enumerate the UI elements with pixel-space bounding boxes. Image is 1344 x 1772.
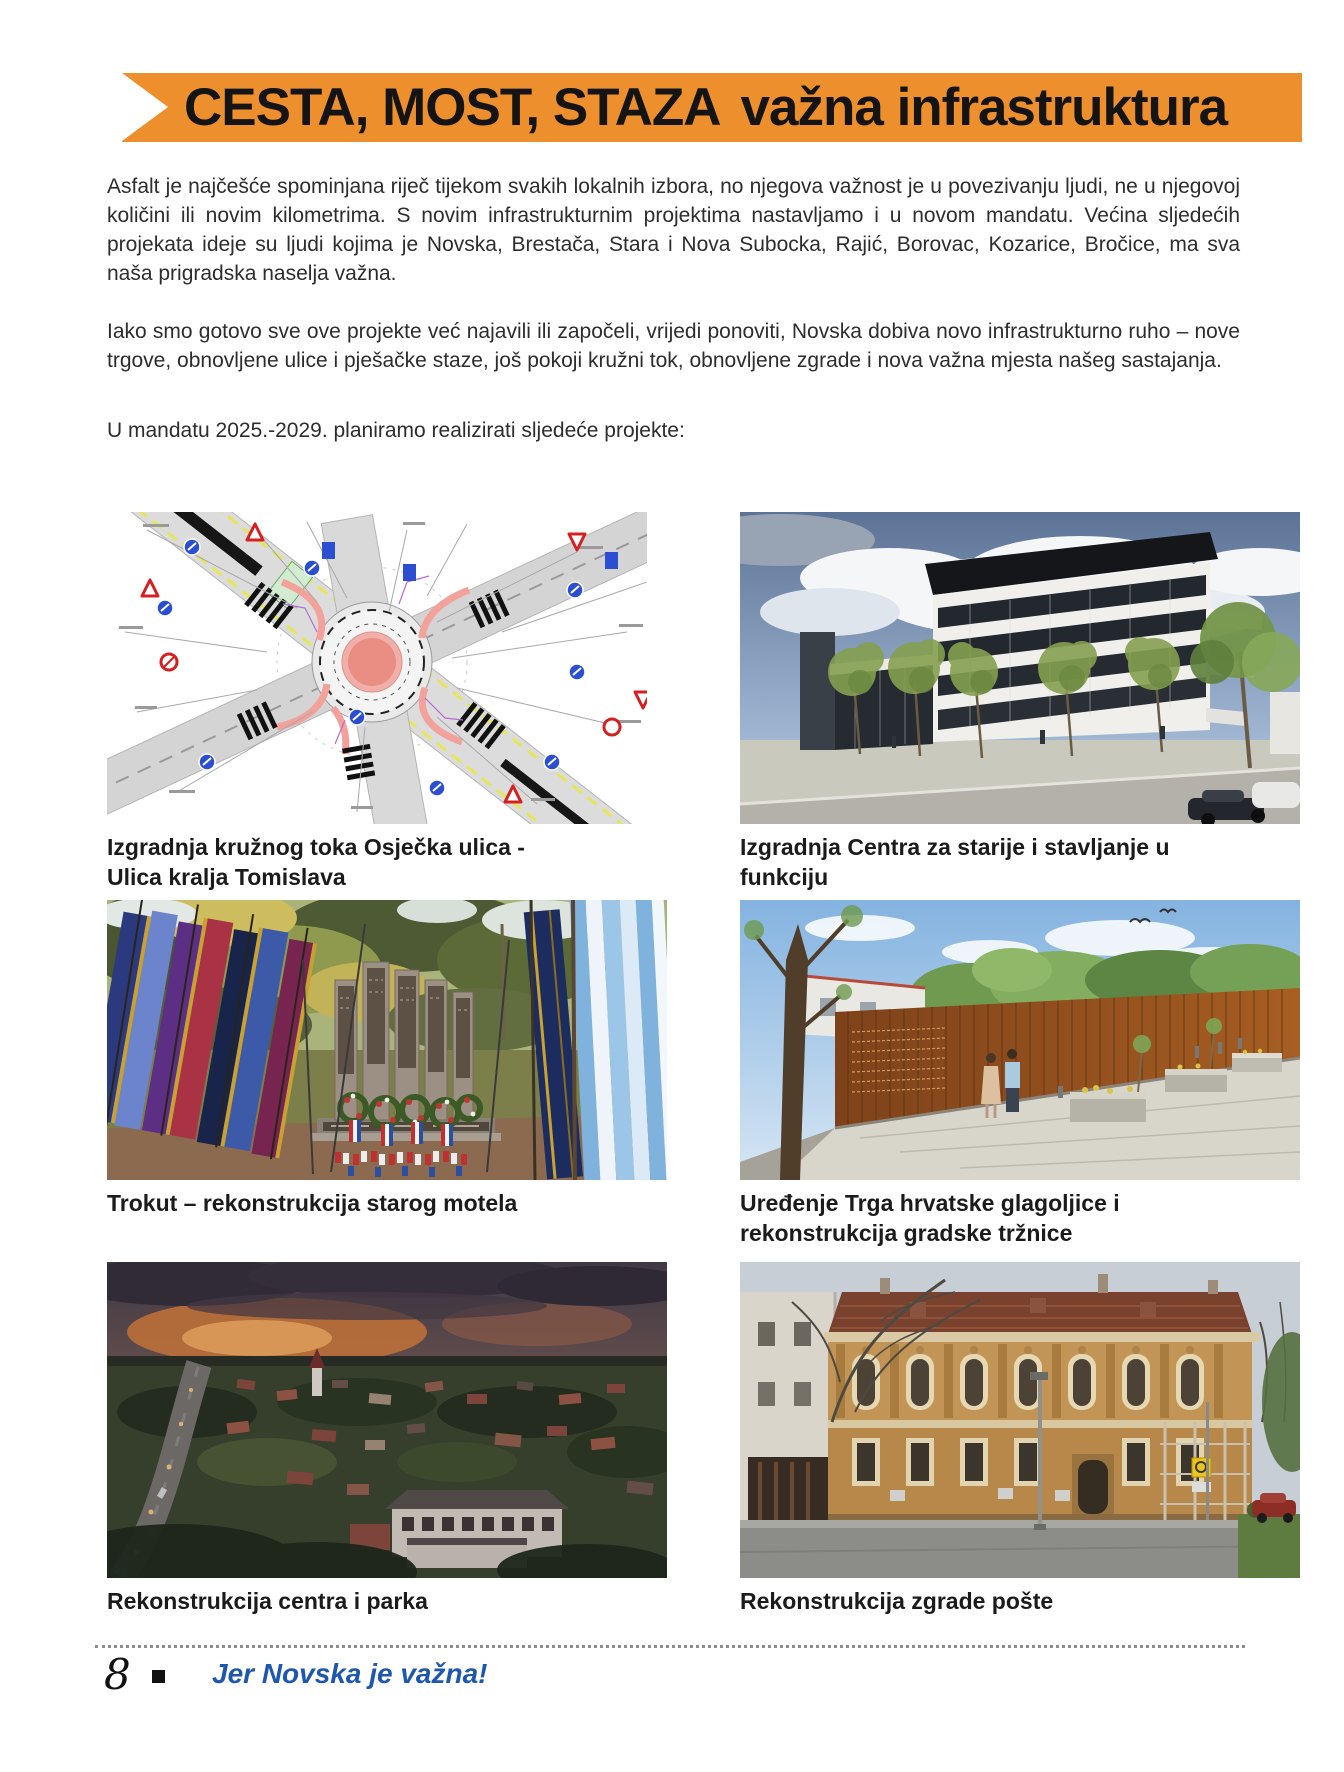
project-figure-senior-center (740, 512, 1300, 892)
project-figure-centar-park (107, 1262, 667, 1616)
footer-square-bullet (152, 1670, 165, 1683)
caption-trg: Uređenje Trga hrvatske glagoljice i rekonstrukcija gradske tržnice (740, 1190, 1120, 1246)
roundabout (312, 602, 432, 722)
intro-paragraph-3: U mandatu 2025.-2029. planiramo realizirati sljedeće projekte: (107, 419, 685, 442)
footer-slogan: Jer Novska je važna! (212, 1658, 488, 1689)
project-figure-posta (740, 1262, 1300, 1616)
page-number: 8 (104, 1650, 131, 1699)
intro-paragraph-1: Asfalt je najčešće spominjana riječ tijekom svakih lokalnih izbora, no njegova važnost je u povezivanju ljudi, ne u njegovoj količini ili novim kilometrima. S novim infrastrukturnim projektima nastavljamo i u novom mandatu. Većina sljedećih projekata ideje su ljudi kojima je Novska, Brestača, Stara i Nova Subocka, Rajić, Borovac, Kozarice, Bročice, ma sva naša prigradska naselja važna. (107, 175, 1240, 285)
caption-centar-park: Rekonstrukcija centra i parka (107, 1588, 428, 1614)
caption-roundabout: Izgradnja kružnog toka Osječka ulica - Ulica kralja Tomislava (107, 834, 525, 890)
town-aerial-dusk-image (107, 1262, 667, 1578)
left-building (740, 1292, 835, 1532)
roundabout-plan-image (107, 512, 647, 824)
post-office-building-image (740, 1262, 1300, 1578)
memorial-flags-image (107, 900, 667, 1180)
footer-divider (95, 1645, 1245, 1648)
corten-square-render-image (740, 900, 1300, 1180)
page-title-primary: CESTA, MOST, STAZA (184, 78, 721, 137)
project-figure-trokut (107, 900, 667, 1218)
section-banner (122, 73, 1302, 142)
chevron-right-icon (122, 73, 168, 141)
caption-senior-center: Izgradnja Centra za starije i stavljanje u funkciju (740, 834, 1170, 890)
senior-center-render-image (740, 512, 1300, 824)
intro-paragraph-2: Iako smo gotovo sve ove projekte već najavili ili započeli, vrijedi ponoviti, Novska dobiva novo infrastrukturno ruho – nove trgove, obnovljene ulice i pješačke staze, još pokoji kružni tok, obnovljene zgrade i nova važna mjesta našeg sastajanja. (107, 320, 1240, 372)
intro-text (107, 172, 1240, 474)
project-figure-roundabout (107, 512, 647, 892)
caption-trokut: Trokut – rekonstrukcija starog motela (107, 1190, 518, 1216)
flags-right (524, 900, 667, 1180)
entrance (1072, 1454, 1114, 1514)
street (740, 1520, 1300, 1578)
project-figure-trg (740, 900, 1300, 1248)
page-title (184, 77, 1227, 138)
caption-posta: Rekonstrukcija zgrade pošte (740, 1588, 1054, 1614)
page-title-secondary: važna infrastruktura (740, 78, 1228, 137)
